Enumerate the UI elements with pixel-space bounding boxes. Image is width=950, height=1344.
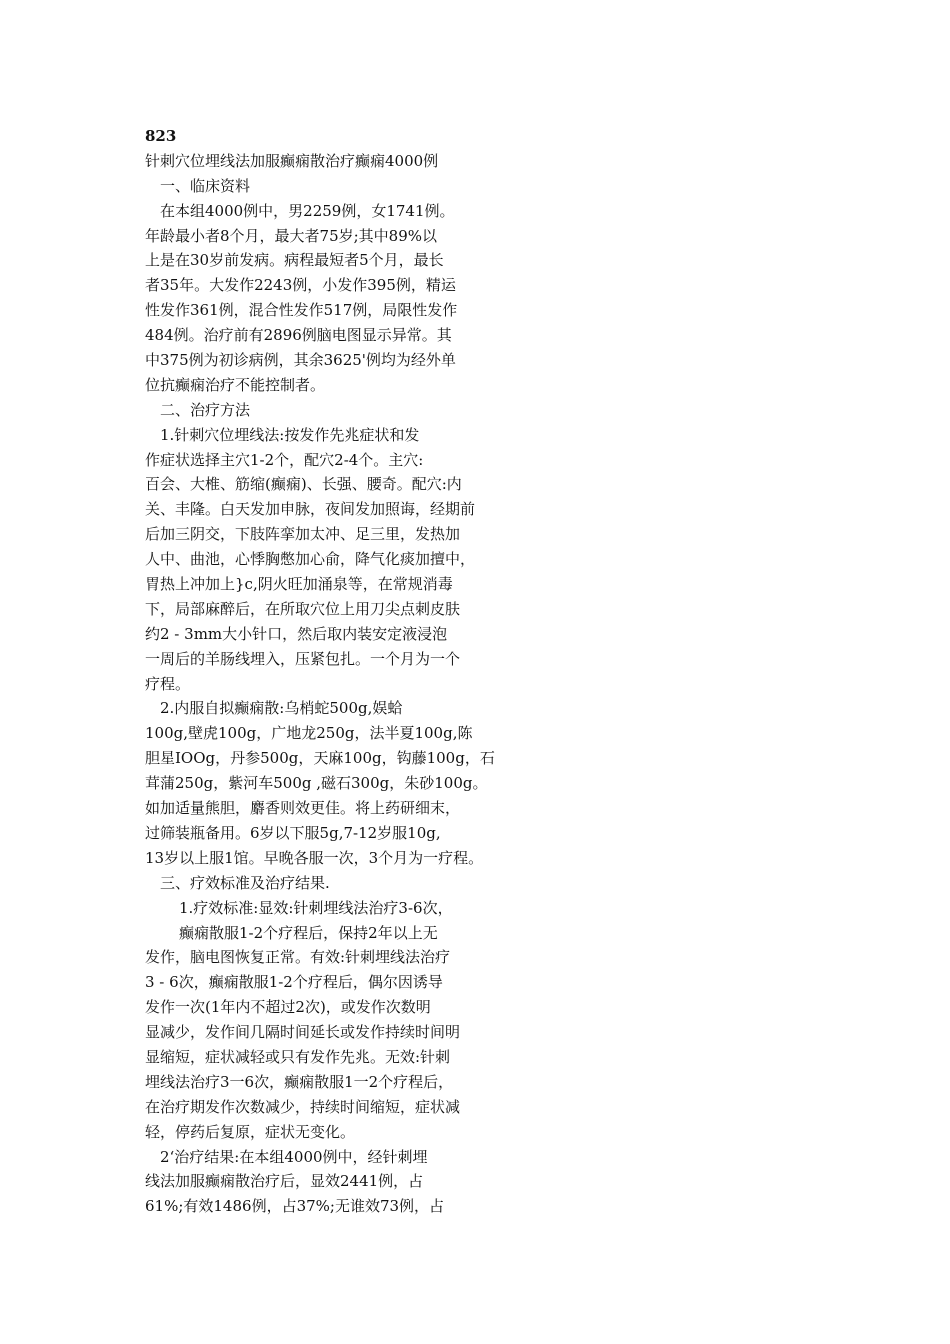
article-title: 针刺穴位埋线法加服癫痫散治疗癫痫4000例 [145,151,439,170]
text-line: 一、临床资料 [160,176,251,195]
text-line: 疗程。 [145,674,191,693]
text-line: 位抗癫痫治疗不能控制者。 [145,375,326,394]
text-line: 在本组4000例中，男2259例，女1741例。 [160,201,455,220]
text-line: 关、丰隆。白天发加申脉，夜间发加照诲，经期前 [145,500,476,519]
text-line: 一周后的羊肠线埋入，压紧包扎。一个月为一个 [145,649,461,668]
text-line: 如加适量熊胆，麝香则效更佳。将上药研细末， [145,799,461,818]
text-line: 癫痫散服1-2个疗程后，保持2年以上无 [179,923,438,942]
text-line: 人中、曲池，心悸胸憋加心俞，降气化痰加擅中， [145,550,476,569]
text-line: 线法加服癫痫散治疗后，显效2441例，占 [145,1172,424,1191]
text-line: 1.疗效标准:显效:针刺埋线法治疗3-6次， [179,898,453,917]
text-line: 在治疗期发作次数减少，持续时间缩短，症状减 [145,1097,461,1116]
article-body [145,124,565,1219]
text-line: 3 - 6次，癫痫散服1-2个疗程后，偶尔因诱导 [145,973,443,992]
text-line: 484例。治疗前有2896例脑电图显示异常。其 [145,326,452,345]
text-line: 显缩短，症状减轻或只有发作先兆。无效:针刺 [145,1047,451,1066]
text-line: 埋线法治疗3一6次，癫痫散服1一2个疗程后， [145,1072,454,1091]
text-line: 61%;有效1486例，占37%;无谁效73例，占 [145,1197,445,1216]
text-line: 百会、大椎、筋缩(癫痫)、长强、腰奇。配穴:内 [145,475,462,494]
text-line: 后加三阴交，下肢阵挛加太冲、足三里，发热加 [145,525,461,544]
page-number: 823 [145,127,177,145]
text-line: 性发作361例，混合性发作517例，局限性发作 [145,301,458,320]
text-line: 发作一次(1年内不超过2次)，或发作次数明 [145,998,431,1017]
text-line: 上是在30岁前发病。病程最短者5个月，最长 [145,251,444,270]
text-line: 2‘治疗结果:在本组4000例中，经针刺埋 [160,1147,428,1166]
text-line: 轻，停药后复原，症状无变化。 [145,1122,356,1141]
text-line: 三、疗效标准及治疗结果. [160,873,330,892]
text-line: 二、治疗方法 [160,400,251,419]
text-line: 者35年。大发作2243例，小发作395例，精运 [145,276,456,295]
text-line: 年龄最小者8个月，最大者75岁;其中89%以 [145,226,438,245]
text-line: 约2 - 3mm大小针口，然后取内装安定液浸泡 [145,624,448,643]
text-line: 发作，脑电图恢复正常。有效:针刺埋线法治疗 [145,948,451,967]
text-line: 显减少，发作间几隔时间延长或发作持续时间明 [145,1023,461,1042]
text-line: 13岁以上服1馆。早晚各服一次，3个月为一疗程。 [145,848,484,867]
text-line: 1.针刺穴位埋线法:按发作先兆症状和发 [160,425,420,444]
text-line: 过筛装瓶备用。6岁以下服5g,7-12岁服10g, [145,823,441,842]
text-line: 中375例为初诊病例，其余3625'例均为经外单 [145,351,456,370]
text-line: 2.内服自拟癫痫散:乌梢蛇500g,娱蛤 [160,699,403,718]
text-line: 100g,壁虎100g，广地龙250g，法半夏100g,陈 [145,724,473,743]
text-line: 茸蒲250g，紫河车500g ,磁石300g，朱砂100g。 [145,774,488,793]
text-line: 胃热上冲加上}c,阴火旺加涌泉等，在常规消毒 [145,575,453,594]
text-line: 下，局部麻醉后，在所取穴位上用刀尖点刺皮肤 [145,599,461,618]
text-line: 胆星IOOg，丹参500g，天麻100g，钩藤100g，石 [145,749,495,768]
text-line: 作症状选择主穴1-2个，配穴2-4个。主穴: [145,450,424,469]
